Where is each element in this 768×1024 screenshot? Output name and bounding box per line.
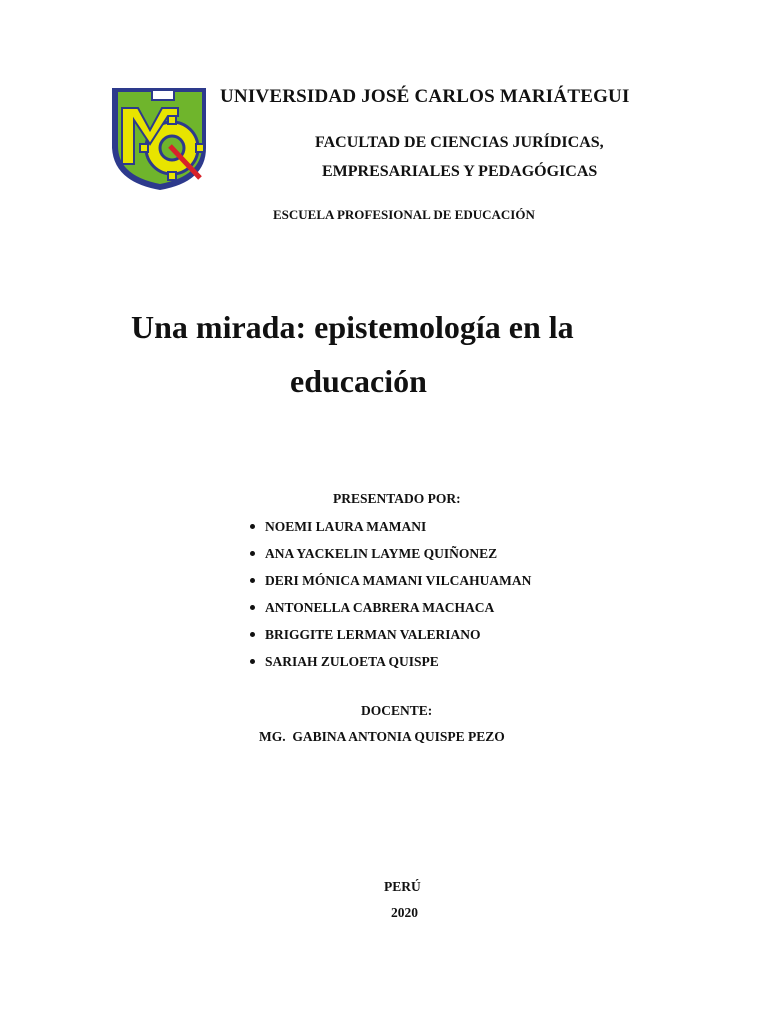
- author-name: NOEMI LAURA MAMANI: [265, 519, 427, 534]
- university-logo: [108, 86, 210, 192]
- author-item: [250, 598, 531, 625]
- document-title-line-2: educación: [290, 363, 427, 399]
- author-name: DERI MÓNICA MAMANI VILCAHUAMAN: [265, 573, 532, 588]
- author-item: [250, 625, 531, 652]
- author-item: [250, 652, 531, 679]
- presented-by-label: PRESENTADO POR:: [333, 491, 461, 506]
- bullet-icon: [250, 659, 255, 664]
- school-name: ESCUELA PROFESIONAL DE EDUCACIÓN: [273, 207, 535, 222]
- authors-list: [250, 517, 531, 679]
- teacher-name: MG. GABINA ANTONIA QUISPE PEZO: [259, 729, 505, 744]
- faculty-line-1: FACULTAD DE CIENCIAS JURÍDICAS,: [315, 134, 604, 151]
- year: 2020: [391, 905, 418, 920]
- author-name: ANA YACKELIN LAYME QUIÑONEZ: [265, 546, 498, 561]
- faculty-line-2: EMPRESARIALES Y PEDAGÓGICAS: [322, 163, 598, 180]
- author-item: [250, 571, 531, 598]
- bullet-icon: [250, 578, 255, 583]
- author-name: SARIAH ZULOETA QUISPE: [265, 654, 439, 669]
- teacher-label: DOCENTE:: [361, 703, 433, 718]
- author-name: BRIGGITE LERMAN VALERIANO: [265, 627, 481, 642]
- author-name: ANTONELLA CABRERA MACHACA: [265, 600, 495, 615]
- document-title-line-1: Una mirada: epistemología en la: [131, 309, 574, 345]
- bullet-icon: [250, 632, 255, 637]
- university-name: UNIVERSIDAD JOSÉ CARLOS MARIÁTEGUI: [220, 86, 630, 107]
- bullet-icon: [250, 524, 255, 529]
- bullet-icon: [250, 551, 255, 556]
- author-item: [250, 544, 531, 571]
- bullet-icon: [250, 605, 255, 610]
- author-item: [250, 517, 531, 544]
- country: PERÚ: [384, 879, 421, 894]
